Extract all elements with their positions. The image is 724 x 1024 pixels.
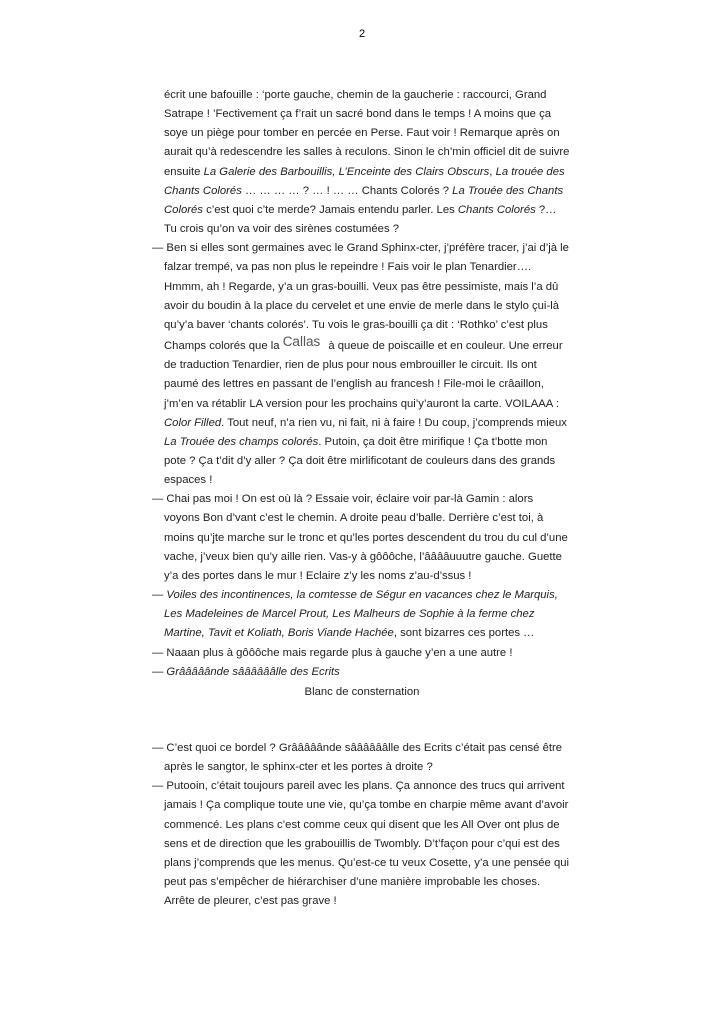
italic-title: La Trouée des champs colorés xyxy=(164,435,319,448)
run: . Tout neuf, n’a rien vu, ni fait, ni à faire ! Du coup, j’comprends mieux xyxy=(221,416,567,429)
italic-title: La Galerie des Barbouillis, L’Enceinte des Clairs Obscurs xyxy=(203,165,490,178)
run: écrit une bafouille : ‘porte gauche, chemin de la gaucherie : raccourci, Grand Satrape ! ’Fectivement ça f’rait un sacré bond dans le temps ! A moins que ça soye un piège pour tomber en percée en Perse. Faut voir ! Remarque après on aurait qu’à redescendre les salles à reculons. Sinon le ch’min officiel dit de suivre ensuite xyxy=(164,89,570,178)
paragraph-1 xyxy=(152,86,572,239)
italic-door-names: — Voiles des incontinences, la comtesse de Ségur en vacances chez le Marquis, Les Madeleines de Marcel Prout, Les Malheurs de Sophie à la ferme chez Martine, Tavit et Koliath, Boris Viande Hachée xyxy=(152,589,558,640)
callas-label: Callas xyxy=(282,334,321,350)
text-block-1 xyxy=(152,86,572,682)
paragraph-3: — Chai pas moi ! On est où là ? Essaie voir, éclaire voir par-là Gamin : alors voyons Bon d’vant c’est le chemin. A droite peau d’balle. Derrière c’est toi, à moins qu’jte marche sur le tronc et qu’les portes descendent du trou du cul d’une vache, j’veux bien qu’y aille rien. Vas-y à gôôôche, l’ââââuuutre gauche. Guette y’a des portes dans le mur ! Eclaire z’y les noms z’au-d’ssus ! xyxy=(152,493,568,582)
italic-hall-name: — Grââââânde sââââââlle des Ecrits xyxy=(152,665,340,678)
italic-title: Color Filled xyxy=(164,416,222,429)
paragraph-7: — C’est quoi ce bordel ? Grââââânde sââââââlle des Ecrits c’était pas censé être après le sangtor, le sphinx-cter et les portes à droite ? xyxy=(152,742,563,774)
run: … … … … ? … ! … … Chants Colorés ? xyxy=(241,184,453,197)
text-block-2 xyxy=(152,739,572,911)
run: à queue de poiscaille et en couleur. Une erreur de traduction Tenardier, rien de plus pour nous embrouiller le circuit. Ils ont paumé des lettres en passant de l’english au francesh ! File-moi le crâaillon, j’m’en va rétablir LA version pour les prochains qui’y’auront la carte. VOILAAA : xyxy=(164,340,563,410)
italic-title: La trouée des Chants Colorés xyxy=(164,165,565,197)
paragraph-8: — Putooin, c’était toujours pareil avec les plans. Ça annonce des trucs qui arrivent jamais ! Ça complique toute une vie, qu’ça tombe en charpie même avant d’avoir commencé. Les plans c’est comme ceux qui disent que les All Over ont plus de sens et de direction que les grabouillis de Twombly. D’t’façon pour c’qui est des plans j’comprends que les menus. Qu’est-ce tu veux Cosette, y’a une pensée qui peut pas s’empêcher de hiérarchiser d’une manière improbable les choses. Arrête de pleurer, c’est pas grave ! xyxy=(152,780,570,908)
paragraph-6 xyxy=(152,663,572,682)
page-number: 2 xyxy=(358,28,366,40)
run: . Putoin, ça doit être mirifique ! Ça t’botte mon pote ? Ça t’dit d’y aller ? Ça doit être mirlificotant de couleurs dans des grands espaces ! xyxy=(164,435,556,487)
paragraph-5: — Naaan plus à gôôôche mais regarde plus à gauche y’en a une autre ! xyxy=(152,646,513,659)
run: c’est quoi c’te merde? Jamais entendu parler. Les xyxy=(202,203,458,216)
paragraph-2 xyxy=(152,239,572,490)
paragraph-4 xyxy=(152,586,572,643)
run: , xyxy=(489,165,496,178)
italic-title: La Trouée des Chants Colorés xyxy=(164,184,564,216)
interlude-heading: Blanc de consternation xyxy=(304,686,420,698)
run: , sont bizarres ces portes … xyxy=(393,627,535,640)
run: ?… Tu crois qu’on va voir des sirènes costumées ? xyxy=(164,203,557,236)
run: — Ben si elles sont germaines avec le Grand Sphinx-cter, j’préfère tracer, j’ai d’jà le falzar trempé, va pas non plus le repeindre ! Fais voir le plan Tenardier…. Hmmm, ah ! Regarde, y’a un gras-bouilli. Veux pas être pessimiste, mais l’a dû avoir du boudin à la place du cervelet et une envie de merle dans le stylo çui-là qu’y’a baver ‘chants colorés’. Tu vois le gras-bouilli ça dit : ‘Rothko’ c’est plus Champs colorés que la xyxy=(152,242,569,353)
italic-title: Chants Colorés xyxy=(457,203,536,216)
